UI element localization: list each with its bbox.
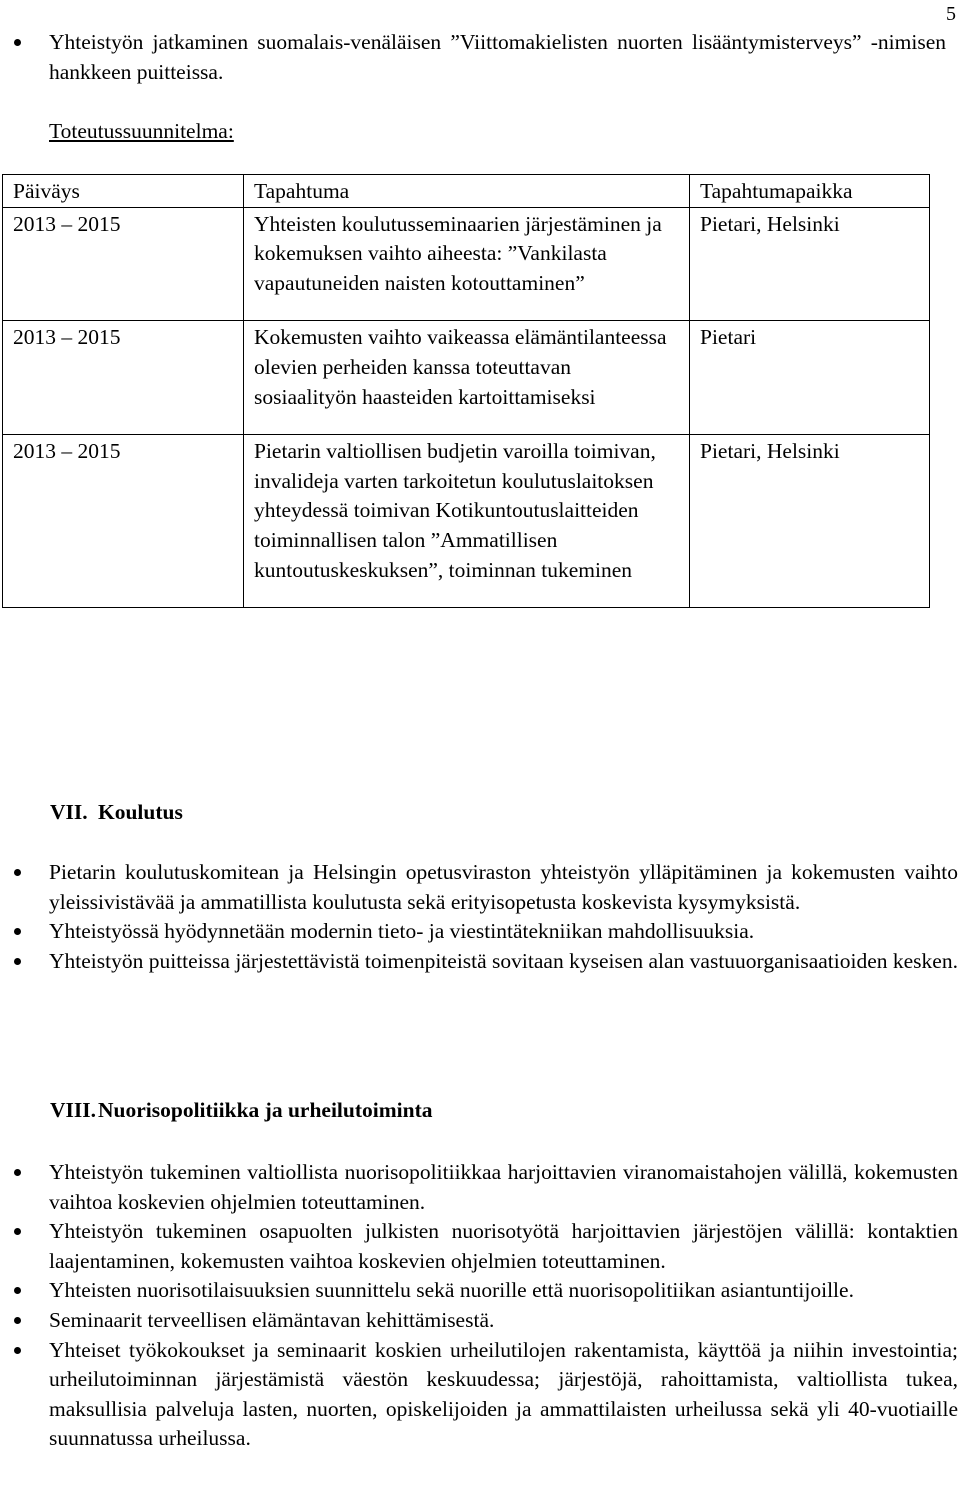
- section-number: VIII.: [50, 1098, 97, 1122]
- plan-title: Toteutussuunnitelma:: [49, 119, 234, 143]
- table-row: [3, 321, 930, 435]
- section-number: VII.: [50, 800, 88, 824]
- list-item: Pietarin koulutuskomitean ja Helsingin opetusviraston yhteistyön ylläpitäminen ja kokemusten vaihto yleissivistävää ja ammatillista koulutusta sekä erityisopetusta koskevista kysymyksistä.: [0, 858, 958, 917]
- youth-policy-bullet-list: [0, 1158, 958, 1454]
- table-header-row: [3, 175, 930, 208]
- table-row: [3, 207, 930, 321]
- row-place: Pietari, Helsinki: [690, 435, 930, 608]
- row-event: Pietarin valtiollisen budjetin varoilla toimivan, invalideja varten tarkoitetun koulutuslaitoksen yhteydessä toimivan Kotikuntoutuslaitteiden toiminnallisen talon ”Ammatillisen kuntoutuskeskuksen”, toiminnan tukeminen: [244, 435, 690, 608]
- table-row: [3, 435, 930, 608]
- intro-bullet-list: [0, 28, 946, 87]
- row-event: Kokemusten vaihto vaikeassa elämäntilanteessa olevien perheiden kanssa toteuttavan sosiaalityön haasteiden kartoittamiseksi: [244, 321, 690, 435]
- list-item: Yhteistyön jatkaminen suomalais-venäläisen ”Viittomakielisten nuorten lisääntymisterveys” -nimisen hankkeen puitteissa.: [0, 28, 946, 87]
- row-date: 2013 – 2015: [3, 321, 244, 435]
- implementation-plan-table: [2, 174, 930, 608]
- section-heading-education: [50, 798, 183, 828]
- section-title: Koulutus: [98, 800, 183, 824]
- row-place: Pietari: [690, 321, 930, 435]
- row-date: 2013 – 2015: [3, 207, 244, 321]
- list-item: Yhteisten nuorisotilaisuuksien suunnittelu sekä nuorille että nuorisopolitiikan asiantuntijoille.: [0, 1276, 958, 1306]
- list-item: Yhteistyön tukeminen valtiollista nuorisopolitiikkaa harjoittavien viranomaistahojen välillä, kokemusten vaihtoa koskevien ohjelmien toteuttaminen.: [0, 1158, 958, 1217]
- list-item: Yhteistyössä hyödynnetään modernin tieto- ja viestintätekniikan mahdollisuuksia.: [0, 917, 958, 947]
- page-number: 5: [946, 3, 956, 25]
- section-title: Nuorisopolitiikka ja urheilutoiminta: [98, 1098, 433, 1122]
- section-heading-youth-policy: [50, 1096, 433, 1126]
- list-item: Yhteistyön tukeminen osapuolten julkisten nuorisotyötä harjoittavien järjestöjen välillä: kontaktien laajentaminen, kokemusten vaihtoa koskevien ohjelmien toteuttaminen.: [0, 1217, 958, 1276]
- list-item: Yhteistyön puitteissa järjestettävistä toimenpiteistä sovitaan kyseisen alan vastuuorganisaatioiden kesken.: [0, 947, 958, 977]
- header-place: Tapahtumapaikka: [690, 175, 930, 208]
- row-event: Yhteisten koulutusseminaarien järjestäminen ja kokemuksen vaihto aiheesta: ”Vankilasta vapautuneiden naisten kotouttaminen”: [244, 207, 690, 321]
- row-date: 2013 – 2015: [3, 435, 244, 608]
- header-date: Päiväys: [3, 175, 244, 208]
- row-place: Pietari, Helsinki: [690, 207, 930, 321]
- list-item: Yhteiset työkokoukset ja seminaarit koskien urheilutilojen rakentamista, käyttöä ja niihin investointia; urheilutoiminnan järjestämistä väestön keskuudessa; järjestöjä, rahoittamista, valtiollista tukea, maksullisia palveluja lasten, nuorten, opiskelijoiden ja ammattilaisten urheilussa sekä yli 40-vuotiaille suunnatussa urheilussa.: [0, 1336, 958, 1454]
- education-bullet-list: [0, 858, 958, 976]
- list-item: Seminaarit terveellisen elämäntavan kehittämisestä.: [0, 1306, 958, 1336]
- header-event: Tapahtuma: [244, 175, 690, 208]
